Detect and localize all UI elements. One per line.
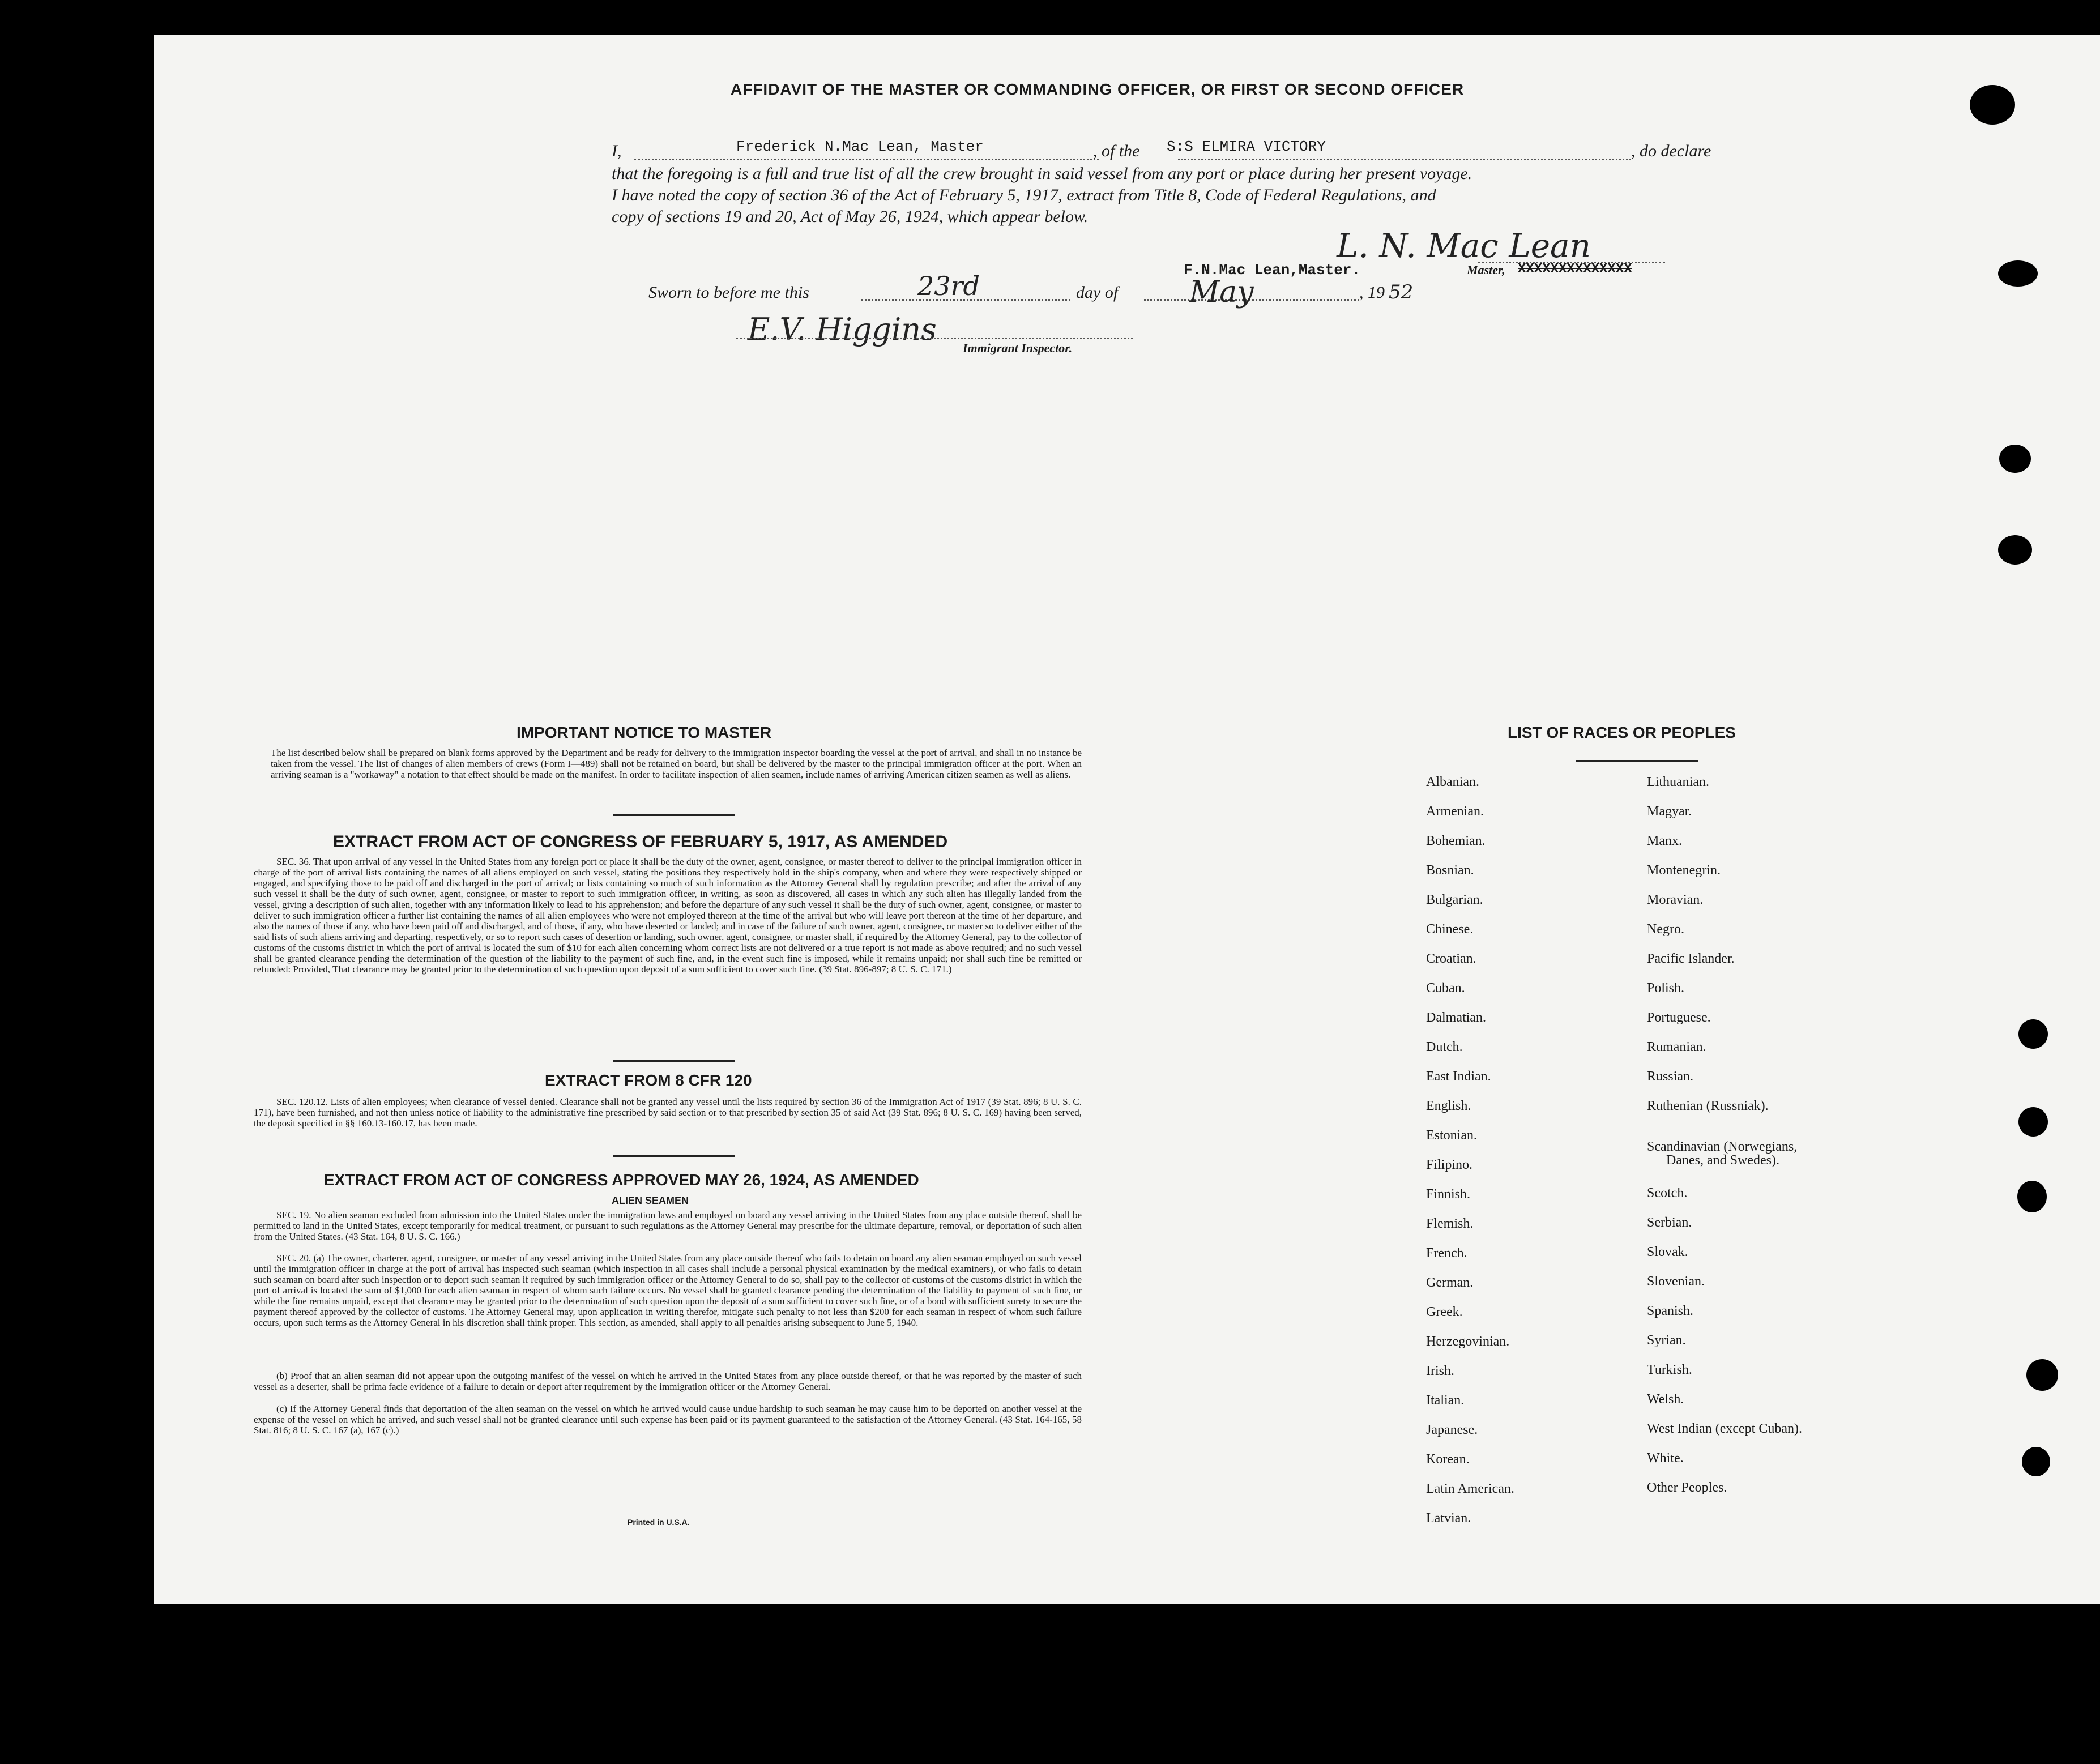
affidavit-title: AFFIDAVIT OF THE MASTER OR COMMANDING OFFICER, OR FIRST OR SECOND OFFICER [731, 80, 1465, 98]
sec20a-text: SEC. 20. (a) The owner, charterer, agent, consignee, or master of any vessel arriving in the United States from any place outside thereof who fails to detain on board any alien seaman employed on such vessel until the immigration officer in charge at the port of arrival has inspected such seaman (which inspection in all cases shall include a personal physical examination by the medical examiners), or who fails to detain such seaman on board after such inspection or to deport such seaman if required by such immigration officer or the Attorney General to do so, shall pay to the collector of customs of the customs district in which the port of arrival is located the sum of $1,000 for each alien seaman in respect of whom such failure occurs. No vessel shall be granted clearance pending the determination of the liability to payment of such fine, or while the fine remains unpaid, except that clearance may be granted prior to the determination of such question upon the deposit of a sum sufficient to cover such fine, or of a bond with sufficient surety to secure the payment thereof approved by the collector of customs. The Attorney General may, upon application in writing therefor, mitigate such penalty to not less than $200 for each seaman in respect of whom such failure occurs, upon such terms as the Attorney General in his discretion shall think proper. This section, as amended, shall apply to all penalties arising subsequent to June 5, 1940. [254, 1253, 1082, 1328]
race-item: Irish. [1426, 1364, 1454, 1378]
race-item: Chinese. [1426, 922, 1474, 937]
race-item: Dutch. [1426, 1040, 1463, 1054]
race-item: Finnish. [1426, 1187, 1471, 1202]
race-item: Latvian. [1426, 1511, 1471, 1526]
race-item: Scandinavian (Norwegians, [1647, 1139, 1798, 1154]
race-item: Korean. [1426, 1452, 1470, 1467]
binder-hole [1998, 535, 2032, 565]
notice-title: IMPORTANT NOTICE TO MASTER [517, 724, 772, 741]
day-field: 23rd [917, 271, 980, 301]
extract-1917-title: EXTRACT FROM ACT OF CONGRESS OF FEBRUARY 5, 1917, AS AMENDED [333, 832, 948, 851]
name-field-line [634, 159, 1099, 160]
divider [613, 1060, 735, 1062]
race-item: Other Peoples. [1647, 1480, 1727, 1495]
inspector-label: Immigrant Inspector. [963, 341, 1073, 355]
extract-cfr-title: EXTRACT FROM 8 CFR 120 [545, 1071, 752, 1089]
race-item: East Indian. [1426, 1069, 1491, 1084]
day-of-label: day of [1076, 283, 1119, 302]
race-item: Herzegovinian. [1426, 1334, 1510, 1349]
race-item: Armenian. [1426, 804, 1484, 819]
alien-seamen-subtitle: ALIEN SEAMEN [612, 1195, 689, 1206]
year-field: 52 [1389, 281, 1414, 304]
race-item: West Indian (except Cuban). [1647, 1421, 1802, 1436]
binder-hole [1999, 445, 2031, 473]
race-item: Albanian. [1426, 775, 1479, 789]
struck-label: XXXXXXXXXXXXXX [1518, 262, 1632, 277]
divider [1576, 760, 1698, 762]
master-signature: L. N. Mac Lean [1337, 227, 1591, 265]
race-item: Negro. [1647, 922, 1684, 937]
affidavit-line-3: I have noted the copy of section 36 of the Act of February 5, 1917, extract from Title 8, Code of Federal Regulations, and [612, 186, 1436, 204]
race-item: Welsh. [1647, 1392, 1684, 1407]
affidavit-i-label: I, [612, 142, 622, 160]
race-item: Scotch. [1647, 1186, 1688, 1201]
race-item: Japanese. [1426, 1423, 1478, 1437]
race-item: Croatian. [1426, 951, 1476, 966]
extract-1917-text: SEC. 36. That upon arrival of any vessel in the United States from any foreign port or place it shall be the duty of the owner, agent, consignee, or master thereof to deliver to the principal immigration officer in charge of the port of arrival lists containing the names of all aliens employed on such vessel, stating the positions they respectively hold in the ship's company, when and where they were respectively shipped or engaged, and specifying those to be paid off and discharged in the port of arrival; or lists containing so much of such information as the Attorney General shall by regulation prescribe; and after the arrival of any such vessel it shall be the duty of such owner, agent, consignee, or master to report to such immigration officer, in writing, as soon as discovered, all cases in which any such alien has illegally landed from the vessel, giving a description of such alien, together with any information likely to lead to his apprehension; and before the departure of any such vessel it shall be the duty of such owner, agent, consignee, or master to deliver to such immigration officer a further list containing the names of all alien employees who were not employed thereon at the time of the arrival but who will leave port thereon at the time of her departure, and also the names of those if any, who have been paid off and discharged, and of those, if any, who have deserted or landed; and in case of the failure of such owner, agent, consignee, or master so to deliver either of the said lists of such aliens arriving and departing, respectively, or so to report such cases of desertion or landing, such owner, agent, consignee, or master shall, if required by the Attorney General, pay to the collector of customs of the customs district in which the port of arrival is located the sum of $10 for each alien concerning whom correct lists are not delivered or a true report is not made as above required; and no such vessel shall be granted clearance pending the determination of the question of the liability to the payment of such fine, and, in the event such fine is imposed, while it remains unpaid; nor shall such fine be remitted or refunded: Provided, That clearance may be granted prior to the determination of such question upon deposit of a sum sufficient to cover such fine. (39 Stat. 896-897; 8 U. S. C. 171.) [254, 856, 1082, 975]
race-item: Russian. [1647, 1069, 1694, 1084]
divider [613, 1155, 735, 1157]
vessel-field-line [1178, 159, 1631, 160]
race-item: Rumanian. [1647, 1040, 1706, 1054]
binder-hole [1970, 85, 2015, 125]
sec19-text: SEC. 19. No alien seaman excluded from admission into the United States under the immigration laws and employed on board any vessel arriving in the United States from any place outside thereof, shall be permitted to land in the United States, except temporarily for medical treatment, or pursuant to such regulations as the Attorney General may prescribe for the ultimate departure, removal, or deportation of such alien from the United States. (43 Stat. 164, 8 U. S. C. 166.) [254, 1210, 1082, 1242]
race-item: Bulgarian. [1426, 892, 1483, 907]
extract-cfr-text: SEC. 120.12. Lists of alien employees; when clearance of vessel denied. Clearance shall not be granted any vessel until the lists required by section 36 of the Immigration Act of 1917 (39 Stat. 896; 8 U. S. C. 171), have been furnished, and not then unless notice of liability to the administrative fine prescribed by said section or to that prescribed by section 35 of said Act (39 Stat. 896; 8 U. S. C. 169) having been served, the deposit specified in §§ 160.13-160.17, has been made. [254, 1096, 1082, 1129]
declare-label: , do declare [1631, 142, 1711, 160]
race-item: Greek. [1426, 1305, 1463, 1319]
binder-hole [1998, 260, 2038, 287]
race-item: German. [1426, 1275, 1474, 1290]
year-prefix: , 19 [1359, 283, 1385, 302]
binder-hole [2026, 1359, 2058, 1391]
binder-hole [2018, 1107, 2048, 1137]
vessel-name-field: S:S ELMIRA VICTORY [1167, 138, 1326, 155]
divider [613, 814, 735, 816]
sec20b-text: (b) Proof that an alien seaman did not appear upon the outgoing manifest of the vessel on which he arrived in the United States from any place outside thereof, or that he was reported by the master of such vessel as a deserter, shall be prima facie evidence of a failure to detain or deport after requirement by the immigration officer or the Attorney General. [254, 1370, 1082, 1392]
document-page [154, 35, 2100, 1604]
race-item: Syrian. [1647, 1333, 1686, 1348]
race-item: Polish. [1647, 981, 1685, 996]
race-item: Serbian. [1647, 1215, 1692, 1230]
races-title: LIST OF RACES OR PEOPLES [1508, 724, 1736, 741]
race-item: Flemish. [1426, 1216, 1474, 1231]
race-item: Filipino. [1426, 1158, 1473, 1172]
master-name-field: Frederick N.Mac Lean, Master [736, 138, 984, 155]
race-item: Spanish. [1647, 1304, 1694, 1318]
race-item: English. [1426, 1099, 1471, 1113]
sworn-label: Sworn to before me this [648, 283, 809, 302]
affidavit-line-4: copy of sections 19 and 20, Act of May 26, 1924, which appear below. [612, 207, 1089, 226]
race-item: Portuguese. [1647, 1010, 1711, 1025]
binder-hole [2018, 1019, 2048, 1049]
race-item: Turkish. [1647, 1362, 1692, 1377]
race-item: Slovak. [1647, 1245, 1688, 1259]
binder-hole [2022, 1447, 2050, 1476]
race-item: Montenegrin. [1647, 863, 1721, 878]
notice-text: The list described below shall be prepared on blank forms approved by the Department and be ready for delivery to the immigration inspector boarding the vessel at the port of arrival, and shall in no instance be taken from the vessel. The list of changes of alien members of crews (Form I—489) shall not be retained on board, but shall be delivered by the master to the principal immigration officer at the port. When an arriving seaman is a "workaway" a notation to that effect should be made on the manifest. In order to facilitate inspection of alien seamen, include names of arriving American citizen seamen as well as aliens. [271, 748, 1082, 780]
month-field: May [1189, 275, 1254, 309]
of-the-label: , of the [1093, 142, 1140, 160]
race-item: Estonian. [1426, 1128, 1477, 1143]
race-item: Slovenian. [1647, 1274, 1705, 1289]
race-item: Moravian. [1647, 892, 1704, 907]
race-item: White. [1647, 1451, 1684, 1466]
race-item: Manx. [1647, 834, 1682, 848]
race-item: Italian. [1426, 1393, 1465, 1408]
race-item: Bosnian. [1426, 863, 1474, 878]
race-item: Bohemian. [1426, 834, 1486, 848]
race-item: French. [1426, 1246, 1467, 1261]
race-item: Latin American. [1426, 1481, 1514, 1496]
race-item: Lithuanian. [1647, 775, 1709, 789]
binder-hole [2017, 1181, 2047, 1212]
race-item: Cuban. [1426, 981, 1465, 996]
race-item: Pacific Islander. [1647, 951, 1735, 966]
master-label: Master, [1467, 263, 1505, 277]
inspector-signature-line [736, 338, 1133, 339]
race-item: Danes, and Swedes). [1666, 1153, 1779, 1168]
sec20c-text: (c) If the Attorney General finds that deportation of the alien seaman on the vessel on which he arrived would cause undue hardship to such seaman he may cause him to be deported on another vessel at the expense of the vessel on which he arrived, and such vessel shall not be granted clearance until such expense has been paid or its payment guaranteed to the satisfaction of the Attorney General. (43 Stat. 164-165, 58 Stat. 816; 8 U. S. C. 167 (a), 167 (c).) [254, 1403, 1082, 1436]
extract-1924-title: EXTRACT FROM ACT OF CONGRESS APPROVED MAY 26, 1924, AS AMENDED [324, 1171, 919, 1189]
typed-signature: F.N.Mac Lean,Master. [1184, 262, 1361, 279]
race-item: Magyar. [1647, 804, 1692, 819]
inspector-signature: E.V. Higgins [748, 311, 937, 347]
printed-in-usa: Printed in U.S.A. [628, 1518, 690, 1527]
race-item: Ruthenian (Russniak). [1647, 1099, 1769, 1113]
affidavit-line-2: that the foregoing is a full and true list of all the crew brought in said vessel from any port or place during her present voyage. [612, 164, 1472, 183]
race-item: Dalmatian. [1426, 1010, 1486, 1025]
